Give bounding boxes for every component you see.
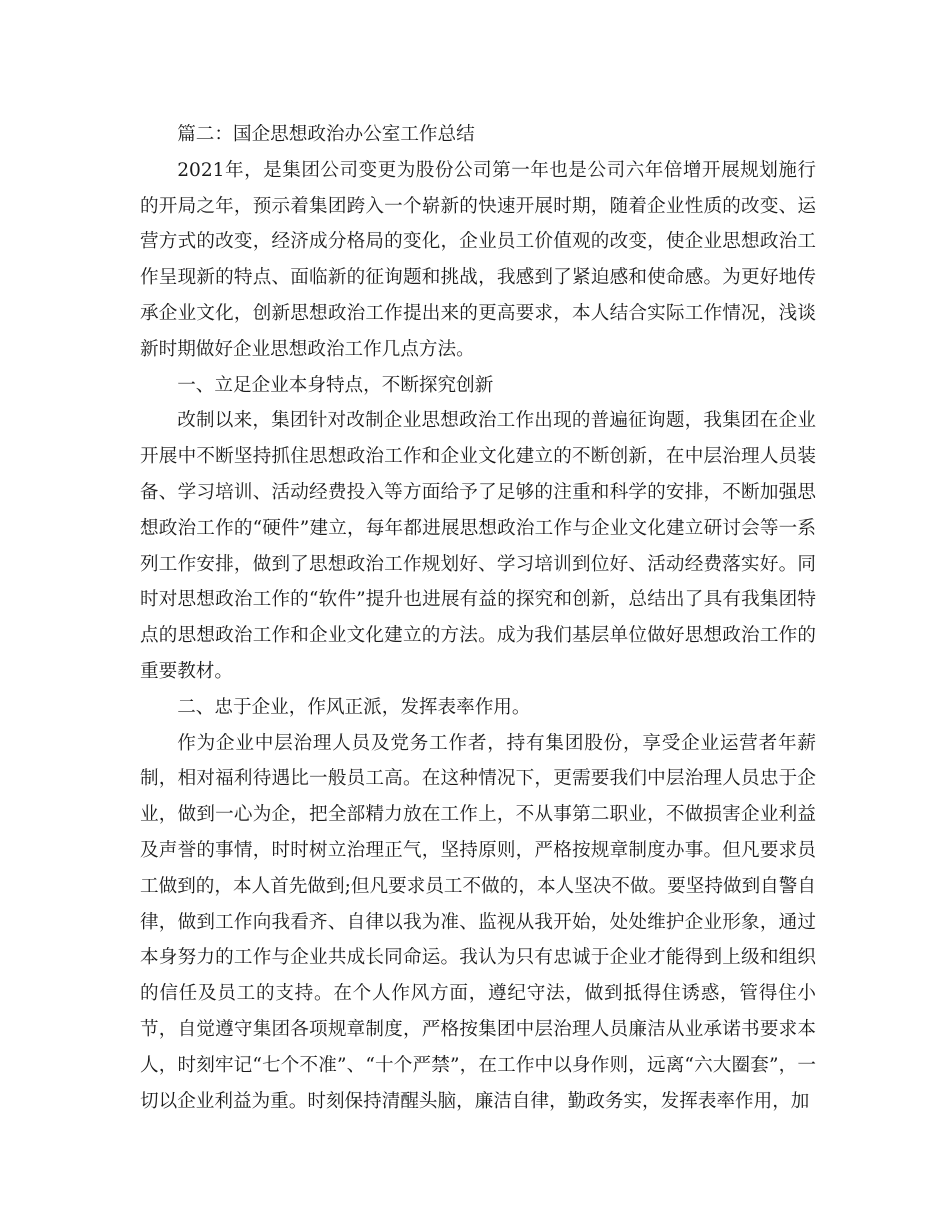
- paragraph-section-2: 作为企业中层治理人员及党务工作者，持有集团股份，享受企业运营者年薪制，相对福利待遇比一般员工高。在这种情况下，更需要我们中层治理人员忠于企业，做到一心为企，把全部精力放在工作上，不从事第二职业，不做损害企业利益及声誉的事情，时时树立治理正气，坚持原则，严格按规章制度办事。但凡要求员工做到的，本人首先做到;但凡要求员工不做的，本人坚决不做。要坚持做到自警自律，做到工作向我看齐、自律以我为准、监视从我开始，处处维护企业形象，通过本身努力的工作与企业共成长同命运。我认为只有忠诚于企业才能得到上级和组织的信任及员工的支持。在个人作风方面，遵纪守法，做到抵得住诱惑，管得住小节，自觉遵守集团各项规章制度，严格按集团中层治理人员廉洁从业承诺书要求本人，时刻牢记“七个不准”、“十个严禁”，在工作中以身作则，远离“六大圈套”，一切以企业利益为重。时刻保持清醒头脑，廉洁自律，勤政务实，发挥表率作用，加: [140, 732, 816, 1112]
- document-title: 篇二：国企思想政治办公室工作总结: [177, 124, 475, 145]
- paragraph-intro: 2021年，是集团公司变更为股份公司第一年也是公司六年倍增开展规划施行的开局之年，预示着集团跨入一个崭新的快速开展时期，随着企业性质的改变、运营方式的改变，经济成分格局的变化，企业员工价值观的改变，使企业思想政治工作呈现新的特点、面临新的征询题和挑战，我感到了紧迫感和使命感。为更好地传承企业文化，创新思想政治工作提出来的更高要求，本人结合实际工作情况，浅谈新时期做好企业思想政治工作几点方法。: [140, 159, 816, 360]
- section-heading-1: 一、立足企业本身特点，不断探究创新: [177, 374, 494, 396]
- paragraph-section-1: 改制以来，集团针对改制企业思想政治工作出现的普遍征询题，我集团在企业开展中不断坚持抓住思想政治工作和企业文化建立的不断创新，在中层治理人员装备、学习培训、活动经费投入等方面给予了足够的注重和科学的安排，不断加强思想政治工作的“硬件”建立，每年都进展思想政治工作与企业文化建立研讨会等一系列工作安排，做到了思想政治工作规划好、学习培训到位好、活动经费落实好。同时对思想政治工作的“软件”提升也进展有益的探究和创新，总结出了具有我集团特点的思想政治工作和企业文化建立的方法。成为我们基层单位做好思想政治工作的重要教材。: [140, 410, 816, 682]
- document-body: [140, 117, 816, 1119]
- section-heading-2: 二、忠于企业，作风正派，发挥表率作用。: [177, 696, 531, 718]
